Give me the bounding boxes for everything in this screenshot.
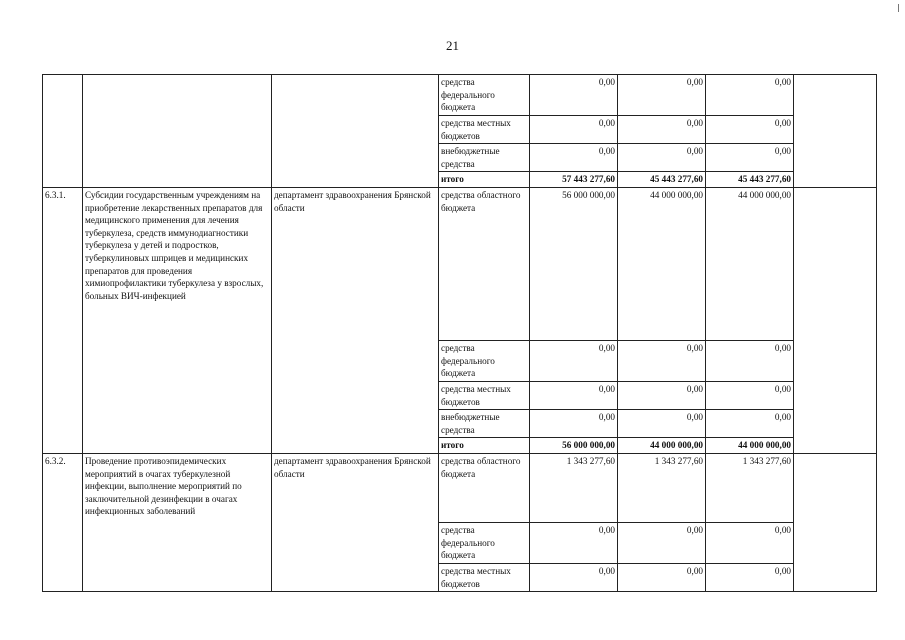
table-row: [43, 453, 877, 522]
amount-cell: 0,00: [530, 563, 618, 591]
amount-cell: 0,00: [706, 410, 794, 438]
amount-cell: 0,00: [706, 144, 794, 172]
source-label: итого: [439, 172, 530, 188]
amount-cell: 57 443 277,60: [530, 172, 618, 188]
source-label: средства местных бюджетов: [439, 116, 530, 144]
amount-cell: 0,00: [530, 116, 618, 144]
code-cell: 6.3.2.: [43, 453, 83, 591]
budget-table: [42, 74, 877, 592]
source-label: средства местных бюджетов: [439, 563, 530, 591]
amount-cell: 0,00: [530, 381, 618, 409]
amount-cell: 0,00: [618, 410, 706, 438]
amount-cell: 0,00: [618, 340, 706, 381]
source-label: средства федерального бюджета: [439, 75, 530, 116]
amount-cell: 45 443 277,60: [706, 172, 794, 188]
code-cell: [43, 75, 83, 188]
amount-cell: 0,00: [706, 563, 794, 591]
description-cell: Проведение противоэпидемических мероприятий в очагах туберкулезной инфекции, выполнение мероприятий по заключительной дезинфекции в очагах инфекционных заболеваний: [83, 453, 272, 591]
source-label: средства федерального бюджета: [439, 522, 530, 563]
amount-cell: 56 000 000,00: [530, 187, 618, 340]
code-cell: 6.3.1.: [43, 187, 83, 453]
scan-artifact-mark: [898, 4, 899, 12]
amount-cell: 1 343 277,60: [530, 453, 618, 522]
source-label: средства местных бюджетов: [439, 381, 530, 409]
amount-cell: 0,00: [530, 410, 618, 438]
page-number: 21: [446, 38, 459, 53]
amount-cell: 0,00: [706, 340, 794, 381]
notes-cell: [794, 187, 877, 453]
amount-cell: 44 000 000,00: [706, 187, 794, 340]
amount-cell: 0,00: [706, 522, 794, 563]
source-label: внебюджетные средства: [439, 410, 530, 438]
executor-cell: департамент здравоохранения Брянской области: [272, 187, 439, 453]
source-label: средства федерального бюджета: [439, 340, 530, 381]
amount-cell: 0,00: [530, 75, 618, 116]
amount-cell: 0,00: [706, 75, 794, 116]
amount-cell: 44 000 000,00: [618, 438, 706, 454]
description-cell: Субсидии государственным учреждениям на приобретение лекарственных препаратов для медицинского применения для лечения туберкулеза, средств иммунодиагностики туберкулеза у детей и подростков, туберкулиновых шприцев и медицинских препаратов для проведения химиопрофилактики туберкулеза у взрослых, больных ВИЧ-инфекцией: [83, 187, 272, 453]
source-label: средства областного бюджета: [439, 187, 530, 340]
amount-cell: 0,00: [706, 381, 794, 409]
executor-cell: [272, 75, 439, 188]
table-row: [43, 187, 877, 340]
amount-cell: 0,00: [618, 563, 706, 591]
amount-cell: 0,00: [530, 144, 618, 172]
source-label: внебюджетные средства: [439, 144, 530, 172]
executor-cell: департамент здравоохранения Брянской области: [272, 453, 439, 591]
source-label: итого: [439, 438, 530, 454]
amount-cell: 0,00: [618, 144, 706, 172]
notes-cell: [794, 453, 877, 591]
amount-cell: 0,00: [618, 522, 706, 563]
source-label: средства областного бюджета: [439, 453, 530, 522]
notes-cell: [794, 75, 877, 188]
table-row: [43, 75, 877, 116]
amount-cell: 44 000 000,00: [618, 187, 706, 340]
description-cell: [83, 75, 272, 188]
amount-cell: 0,00: [530, 340, 618, 381]
amount-cell: 44 000 000,00: [706, 438, 794, 454]
amount-cell: 0,00: [530, 522, 618, 563]
amount-cell: 1 343 277,60: [706, 453, 794, 522]
amount-cell: 56 000 000,00: [530, 438, 618, 454]
amount-cell: 45 443 277,60: [618, 172, 706, 188]
amount-cell: 0,00: [618, 75, 706, 116]
amount-cell: 1 343 277,60: [618, 453, 706, 522]
amount-cell: 0,00: [618, 116, 706, 144]
amount-cell: 0,00: [706, 116, 794, 144]
amount-cell: 0,00: [618, 381, 706, 409]
